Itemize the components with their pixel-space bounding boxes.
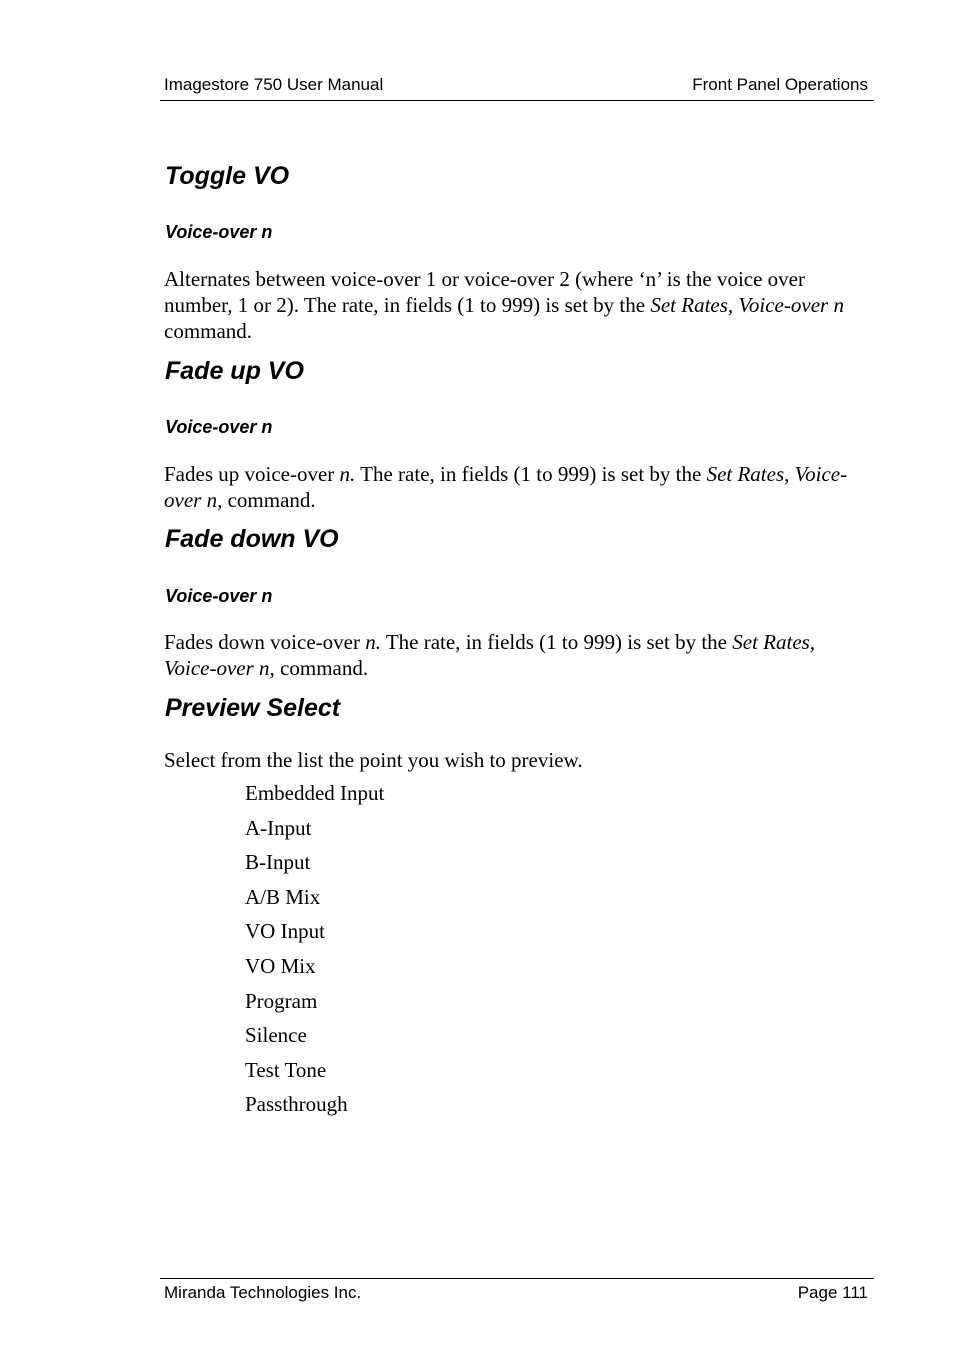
page-header [160, 75, 874, 101]
paragraph-preview-intro: Select from the list the point you wish to preview. [164, 748, 583, 772]
footer-company: Miranda Technologies Inc. [164, 1283, 362, 1302]
subheading-fade-down-voice-over: Voice-over n [165, 586, 273, 606]
list-item: VO Mix [245, 953, 316, 978]
heading-preview-select: Preview Select [165, 694, 341, 722]
header-manual-title: Imagestore 750 User Manual [164, 75, 384, 94]
subheading-toggle-voice-over: Voice-over n [165, 222, 273, 242]
list-item: A/B Mix [245, 884, 321, 909]
paragraph-toggle-vo: Alternates between voice-over 1 or voice-over 2 (where ‘n’ is the voice over number, 1 or 2). The rate, in fields (1 to 999) is set by the Set Rates, Voice-over n command. [164, 267, 844, 343]
list-item: Silence [245, 1023, 307, 1048]
list-item: Embedded Input [245, 781, 385, 805]
page-footer [160, 1278, 874, 1303]
list-item: Test Tone [245, 1057, 327, 1082]
heading-toggle-vo: Toggle VO [165, 162, 290, 190]
list-item: Program [245, 988, 318, 1013]
list-item: VO Input [245, 919, 325, 944]
list-item: A-Input [245, 815, 312, 840]
paragraph-fade-up-vo: Fades up voice-over n. The rate, in fields (1 to 999) is set by the Set Rates, Voice-over n, command. [164, 462, 848, 512]
list-item: Passthrough [245, 1092, 348, 1117]
paragraph-fade-down-vo: Fades down voice-over n. The rate, in fields (1 to 999) is set by the Set Rates, Voice-over n, command. [164, 630, 816, 680]
list-item: B-Input [245, 850, 311, 875]
subheading-fade-up-voice-over: Voice-over n [165, 417, 273, 437]
heading-fade-up-vo: Fade up VO [165, 357, 304, 385]
preview-point-list [245, 780, 384, 1126]
header-section-title: Front Panel Operations [692, 75, 868, 94]
heading-fade-down-vo: Fade down VO [165, 525, 339, 553]
footer-page-number: Page 111 [797, 1283, 868, 1302]
